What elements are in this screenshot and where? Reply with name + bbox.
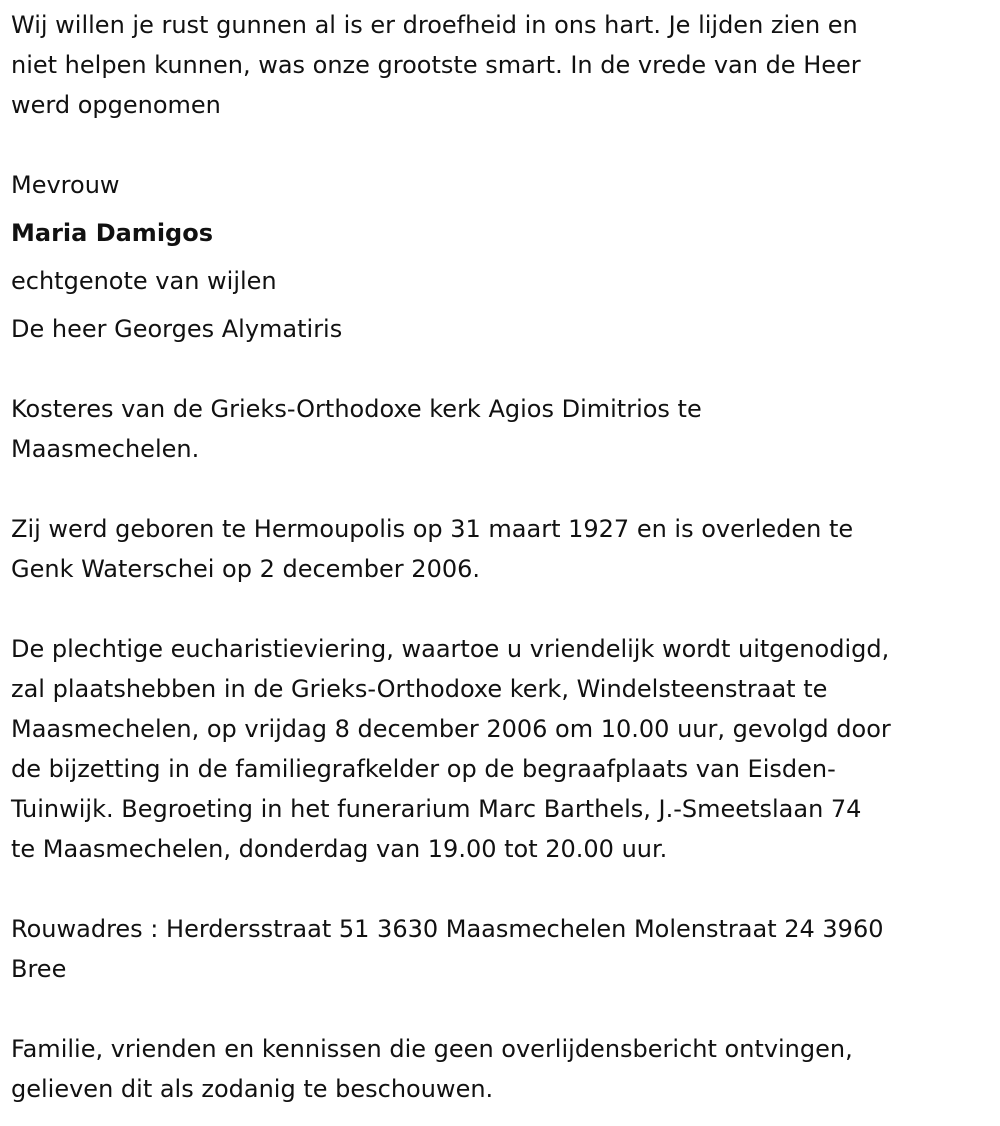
birth-death-paragraph [11, 509, 993, 589]
paragraph-spacer [11, 125, 993, 165]
text-line: niet helpen kunnen, was onze grootste smart. In de vrede van de Heer [11, 51, 861, 79]
text-line: Bree [11, 955, 67, 983]
paragraph-spacer [11, 469, 993, 509]
text-line: werd opgenomen [11, 91, 221, 119]
paragraph-spacer [11, 589, 993, 629]
relation-line: echtgenote van wijlen [11, 267, 277, 295]
text-line: Kosteres van de Grieks-Orthodoxe kerk Agios Dimitrios te [11, 395, 702, 423]
intro-paragraph [11, 5, 993, 125]
paragraph-spacer [11, 869, 993, 909]
ceremony-paragraph [11, 629, 993, 869]
text-line: Familie, vrienden en kennissen die geen overlijdensbericht ontvingen, [11, 1035, 853, 1063]
salutation: Mevrouw [11, 171, 120, 199]
text-line: Rouwadres : Herdersstraat 51 3630 Maasmechelen Molenstraat 24 3960 [11, 915, 884, 943]
text-line: zal plaatshebben in de Grieks-Orthodoxe kerk, Windelsteenstraat te [11, 675, 828, 703]
text-line: Tuinwijk. Begroeting in het funerarium Marc Barthels, J.-Smeetslaan 74 [11, 795, 862, 823]
text-line: Wij willen je rust gunnen al is er droefheid in ons hart. Je lijden zien en [11, 11, 858, 39]
text-line: De plechtige eucharistieviering, waartoe u vriendelijk wordt uitgenodigd, [11, 635, 890, 663]
spouse-line: De heer Georges Alymatiris [11, 315, 343, 343]
role-paragraph [11, 389, 993, 469]
obituary-document [11, 5, 993, 1109]
text-line: Zij werd geboren te Hermoupolis op 31 maart 1927 en is overleden te [11, 515, 854, 543]
text-line: te Maasmechelen, donderdag van 19.00 tot 20.00 uur. [11, 835, 668, 863]
text-line: Maasmechelen. [11, 435, 200, 463]
text-line: de bijzetting in de familiegrafkelder op de begraafplaats van Eisden- [11, 755, 836, 783]
address-paragraph [11, 909, 993, 989]
text-line: Genk Waterschei op 2 december 2006. [11, 555, 481, 583]
closing-paragraph [11, 1029, 993, 1109]
text-line: Maasmechelen, op vrijdag 8 december 2006 om 10.00 uur, gevolgd door [11, 715, 891, 743]
paragraph-spacer [11, 989, 993, 1029]
paragraph-spacer [11, 349, 993, 389]
text-line: gelieven dit als zodanig te beschouwen. [11, 1075, 494, 1103]
deceased-name: Maria Damigos [11, 219, 213, 247]
